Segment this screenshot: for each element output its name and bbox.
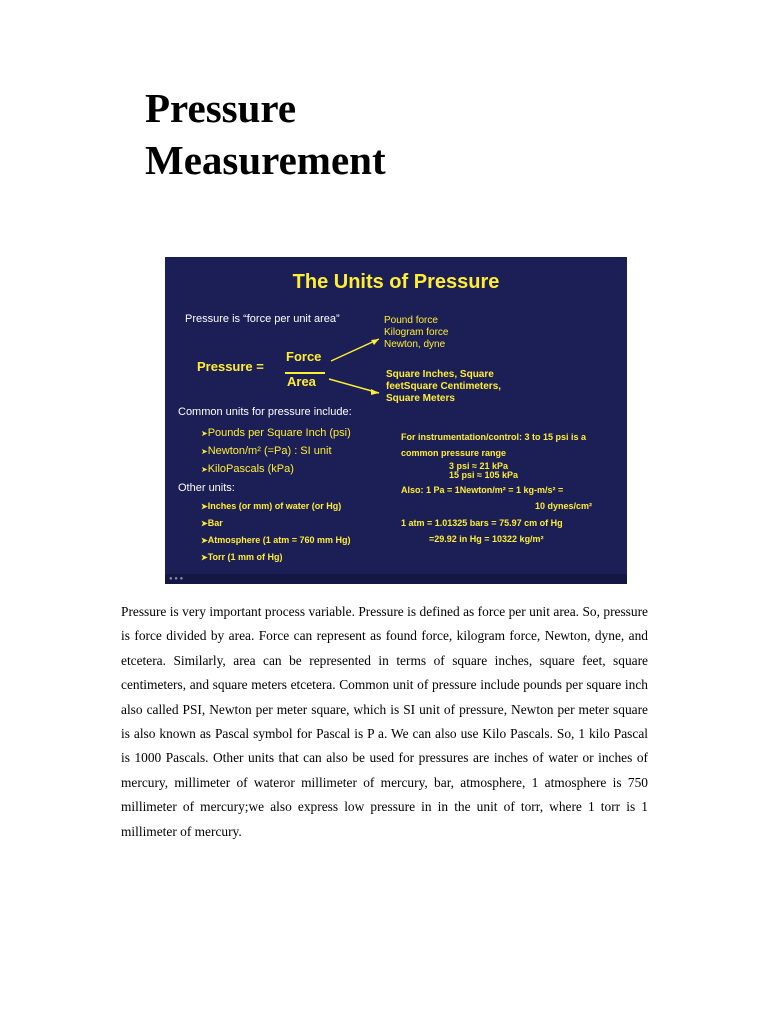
slide-image (165, 257, 627, 584)
common-unit-pa: ➤ Newton/m² (=Pa) : SI unit (201, 445, 332, 457)
page-title (145, 82, 645, 186)
arrowhead-force (371, 339, 379, 345)
slide-bottom-strip: ● ● ● (165, 574, 627, 584)
area-item: Square Inches, Square (386, 369, 494, 380)
force-item: Newton, dyne (384, 339, 446, 350)
other-units-heading: Other units: (178, 482, 235, 494)
instrumentation-line-2: common pressure range (401, 448, 507, 458)
force-item: Pound force (384, 315, 438, 326)
other-unit-torr: ➤ Torr (1 mm of Hg) (201, 552, 283, 562)
area-item: feetSquare Centimeters, (386, 381, 502, 392)
conversion-3psi: 3 psi ≈ 21 kPa (449, 461, 508, 471)
body-paragraph: Pressure is very important process variable. Pressure is defined as force per unit area. So, pressure is force divided by area. Force can represent as found force, kilogram force, Newton, dyne, and etcetera. Similarly, area can be represented in terms of square inches, square feet, square centimeters, and square meters etcetera. Common unit of pressure include pounds per square inch also called PSI, Newton per meter square, which is SI unit of pressure, Newton per meter square is also known as Pascal symbol for Pascal is P a. We can also use Kilo Pascals. So, 1 kilo Pascal is 1000 Pascals. Other units that can also be used for pressures are inches of water or inches of mercury, millimeter of wateror millimeter of mercury, bar, atmosphere, 1 atmosphere is 750 millimeter of mercury;we also express low pressure in in the unit of torr, where 1 torr is 1 millimeter of mercury. (121, 604, 648, 839)
area-item: Square Meters (386, 393, 455, 404)
inches-hg-line: =29.92 in Hg = 10322 kg/m² (429, 534, 544, 544)
pressure-label: Pressure = (197, 359, 264, 374)
arrow-to-force-list (331, 339, 379, 361)
common-unit-kpa: ➤ KiloPascals (kPa) (201, 463, 294, 475)
other-unit-atm: ➤ Atmosphere (1 atm = 760 mm Hg) (201, 535, 351, 545)
other-unit-bar: ➤ Bar (201, 518, 223, 528)
dynes-line: 10 dynes/cm² (535, 501, 593, 511)
other-unit-water: ➤ Inches (or mm) of water (or Hg) (201, 501, 341, 511)
conversion-15psi: 15 psi ≈ 105 kPa (449, 470, 518, 480)
also-pascal-line: Also: 1 Pa = 1Newton/m² = 1 kg-m/s² = (401, 485, 564, 495)
area-list (386, 369, 501, 405)
denominator-area: Area (287, 374, 316, 389)
slide-title: The Units of Pressure (292, 271, 500, 293)
slide-definition: Pressure is “force per unit area” (185, 313, 340, 325)
instrumentation-line-1: For instrumentation/control: 3 to 15 psi is a (401, 432, 587, 442)
force-item: Kilogram force (384, 327, 449, 338)
numerator-force: Force (286, 349, 322, 364)
common-unit-psi: ➤ Pounds per Square Inch (psi) (201, 427, 351, 439)
title-line-2: Measurement (145, 137, 386, 183)
atm-bars-line: 1 atm = 1.01325 bars = 75.97 cm of Hg (401, 518, 563, 528)
title-line-1: Pressure (145, 85, 297, 131)
common-units-heading: Common units for pressure include: (178, 406, 352, 418)
